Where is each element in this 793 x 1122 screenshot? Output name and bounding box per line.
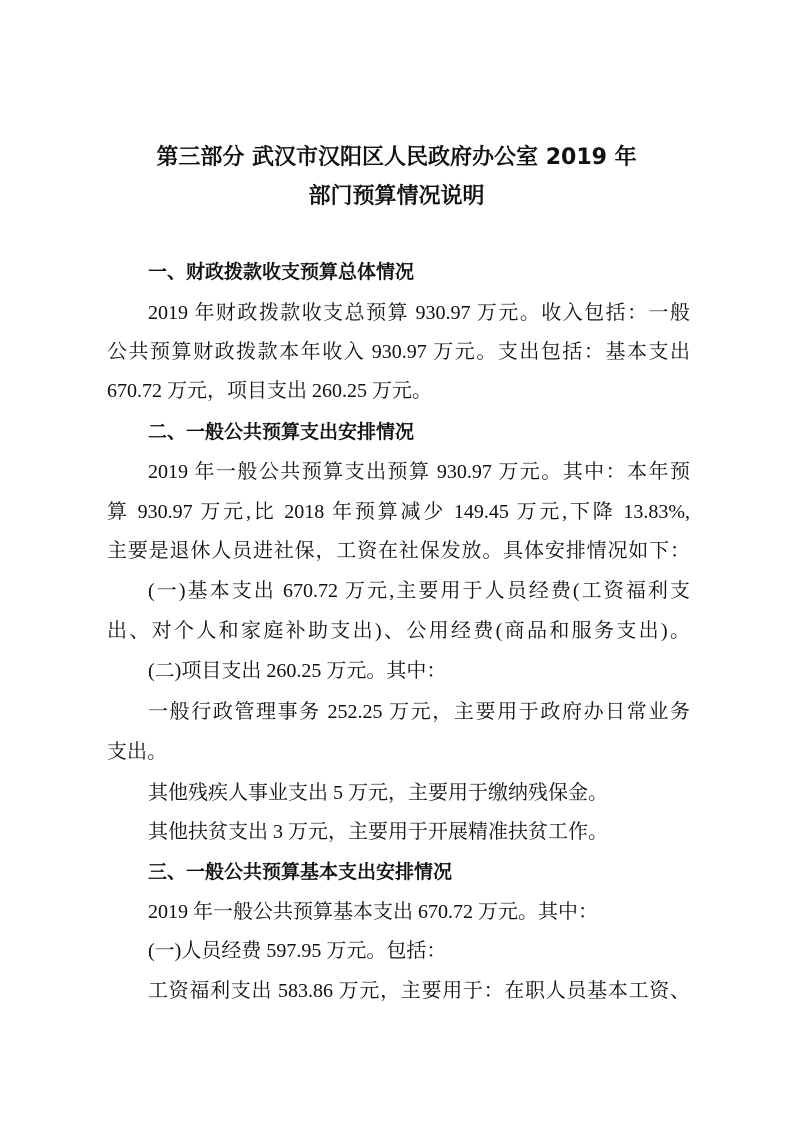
body-line: 主要是退休人员进社保，工资在社保发放。具体安排情况如下： xyxy=(107,540,690,562)
body-line: (一)人员经费 597.95 万元。包括： xyxy=(148,940,447,962)
body-line: 算 930.97 万元,比 2018 年预算减少 149.45 万元,下降 13.83%, xyxy=(107,501,690,523)
body-line: 2019 年一般公共预算基本支出 670.72 万元。其中： xyxy=(148,901,598,923)
body-line: 一般行政管理事务 252.25 万元，主要用于政府办日常业务 xyxy=(148,701,690,723)
body-line: 支出。 xyxy=(107,741,167,763)
body-line: 其他扶贫支出 3 万元，主要用于开展精准扶贫工作。 xyxy=(148,821,608,843)
body-line: 出、对个人和家庭补助支出)、公用经费(商品和服务支出)。 xyxy=(107,620,690,642)
body-line: 2019 年一般公共预算支出预算 930.97 万元。其中：本年预 xyxy=(148,461,690,483)
section-heading-2: 二、一般公共预算支出安排情况 xyxy=(148,421,415,443)
page-title-line-2: 部门预算情况说明 xyxy=(308,184,485,209)
body-line: 工资福利支出 583.86 万元，主要用于：在职人员基本工资、 xyxy=(148,980,690,1002)
page-title-line-1: 第三部分 武汉市汉阳区人民政府办公室 2019 年 xyxy=(156,145,637,170)
section-heading-3: 三、一般公共预算基本支出安排情况 xyxy=(148,861,453,883)
body-line: 670.72 万元，项目支出 260.25 万元。 xyxy=(107,380,432,402)
body-line: (二)项目支出 260.25 万元。其中： xyxy=(148,660,447,682)
body-line: (一)基本支出 670.72 万元,主要用于人员经费(工资福利支 xyxy=(148,580,690,602)
body-line: 公共预算财政拨款本年收入 930.97 万元。支出包括：基本支出 xyxy=(107,341,690,363)
body-line: 其他残疾人事业支出 5 万元，主要用于缴纳残保金。 xyxy=(148,782,608,804)
section-heading-1: 一、财政拨款收支预算总体情况 xyxy=(148,261,415,283)
body-line: 2019 年财政拨款收支总预算 930.97 万元。收入包括：一般 xyxy=(148,302,690,324)
